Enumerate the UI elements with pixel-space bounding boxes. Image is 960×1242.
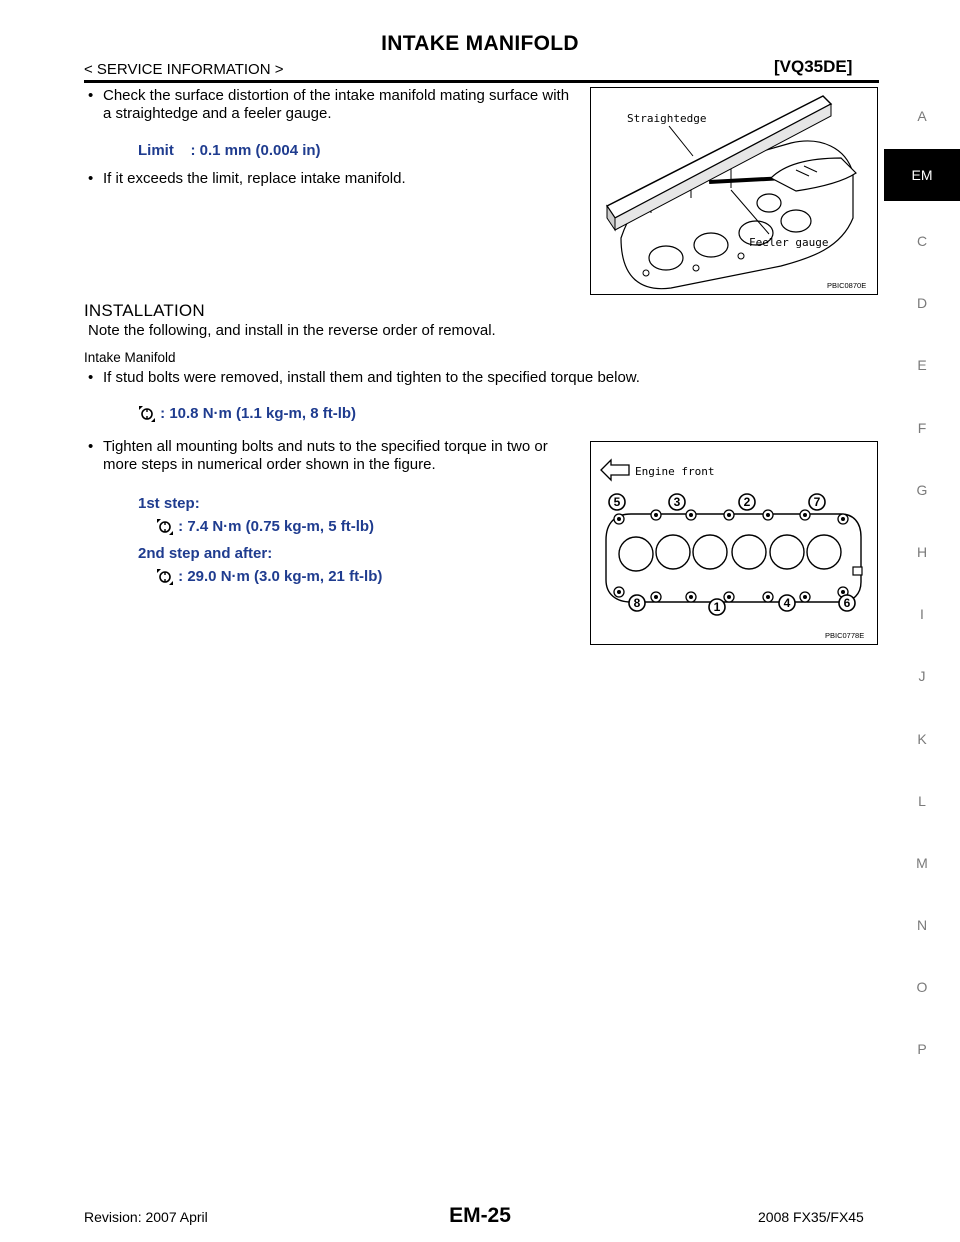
section-heading-installation: INSTALLATION (84, 301, 205, 320)
bullet-check-distortion: • Check the surface distortion of the intake manifold mating surface with a straightedge and a feeler gauge. (88, 87, 570, 122)
step2-label: 2nd step and after: (138, 545, 273, 562)
bullet-tighten-bolts: • Tighten all mounting bolts and nuts to the specified torque in two or more steps in numerical order shown in the figure. (88, 438, 548, 473)
bolt-number: 3 (673, 495, 681, 509)
footer-page-number: EM-25 (449, 1204, 511, 1227)
index-letter-f[interactable]: F (917, 420, 927, 436)
bullet-dot: • (88, 438, 94, 455)
step1-label: 1st step: (138, 495, 200, 512)
torque-spec-stud: : 10.8 N·m (1.1 kg-m, 8 ft-lb) (138, 405, 356, 423)
index-letter-c[interactable]: C (916, 233, 928, 249)
page-title: INTAKE MANIFOLD (381, 32, 579, 55)
figure-code: PBIC0870E (827, 281, 867, 290)
figure-code: PBIC0778E (825, 631, 865, 640)
bolt-number: 8 (633, 596, 641, 610)
index-letter-i[interactable]: I (920, 606, 924, 622)
index-letter-l[interactable]: L (918, 793, 926, 809)
index-letter-a[interactable]: A (917, 108, 927, 124)
torque-wrench-icon (138, 405, 156, 423)
limit-spec: Limit : 0.1 mm (0.004 in) (138, 142, 321, 159)
figure-straightedge (590, 87, 878, 295)
section-label: < SERVICE INFORMATION > (84, 61, 284, 78)
index-letter-m[interactable]: M (916, 855, 928, 871)
subheading-intake-manifold: Intake Manifold (84, 350, 176, 365)
bolt-number: 6 (843, 596, 851, 610)
index-tab-em-active[interactable]: EM (884, 149, 960, 201)
footer-revision: Revision: 2007 April (84, 1209, 208, 1225)
index-letter-e[interactable]: E (917, 357, 927, 373)
bullet-dot: • (88, 170, 94, 187)
arrow-left-icon (601, 460, 629, 480)
bolt-number: 4 (783, 596, 791, 610)
torque-wrench-icon (156, 518, 174, 536)
bolt-number: 7 (813, 495, 821, 509)
index-letter-o[interactable]: O (916, 979, 928, 995)
bullet-dot: • (88, 369, 94, 386)
engine-code: [VQ35DE] (774, 57, 853, 76)
tightening-order-illustration (591, 442, 877, 644)
torque-spec-step2: : 29.0 N·m (3.0 kg-m, 21 ft-lb) (156, 568, 382, 586)
index-letter-k[interactable]: K (917, 731, 927, 747)
bolt-number: 2 (743, 495, 751, 509)
label-engine-front: Engine front (635, 465, 715, 478)
label-feeler-gauge: Feeler gauge (749, 236, 829, 249)
index-letter-g[interactable]: G (916, 482, 928, 498)
torque-spec-step1: : 7.4 N·m (0.75 kg-m, 5 ft-lb) (156, 518, 374, 536)
footer-model: 2008 FX35/FX45 (758, 1209, 864, 1225)
header-rule (84, 80, 879, 83)
index-letter-d[interactable]: D (916, 295, 928, 311)
index-letter-p[interactable]: P (917, 1041, 927, 1057)
label-straightedge: Straightedge (627, 112, 707, 125)
bullet-dot: • (88, 87, 94, 104)
index-letter-h[interactable]: H (916, 544, 928, 560)
installation-note: Note the following, and install in the reverse order of removal. (88, 322, 496, 339)
figure-tightening-order (590, 441, 878, 645)
index-letter-n[interactable]: N (916, 917, 928, 933)
bullet-exceeds-limit: • If it exceeds the limit, replace intake manifold. (88, 170, 406, 187)
index-letter-j[interactable]: J (918, 668, 926, 684)
bolt-number: 5 (613, 495, 621, 509)
bullet-stud-bolts: • If stud bolts were removed, install them and tighten to the specified torque below. (88, 369, 640, 386)
manifold-straightedge-illustration (591, 88, 877, 294)
bolt-number: 1 (713, 600, 721, 614)
torque-wrench-icon (156, 568, 174, 586)
